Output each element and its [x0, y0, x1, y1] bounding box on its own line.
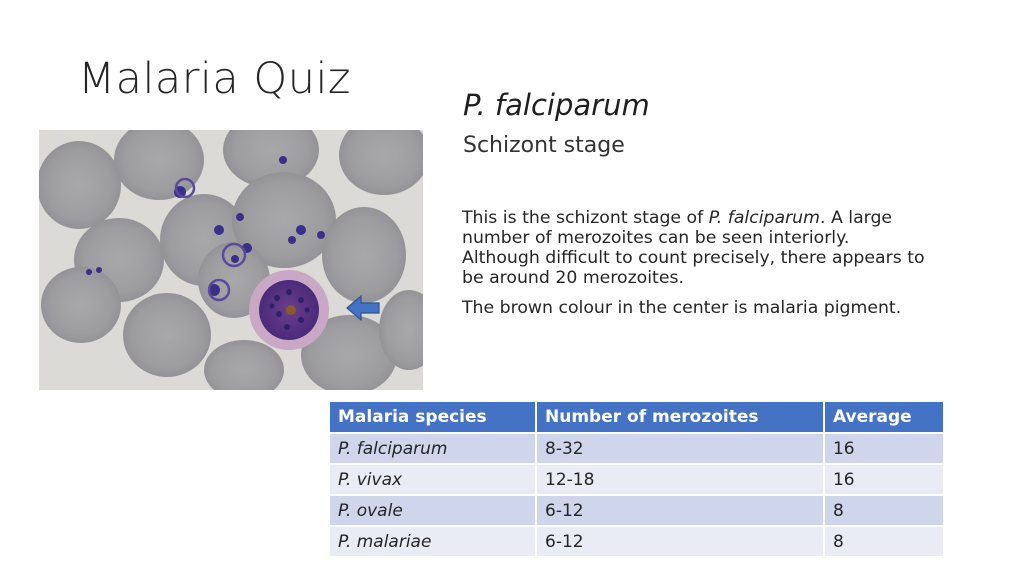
species-heading: P. falciparum: [463, 88, 650, 122]
cell-merozoites: 12-18: [536, 464, 824, 495]
stage-subheading: Schizont stage: [463, 133, 625, 158]
description-paragraph-2: The brown colour in the center is malaria pigment.: [462, 298, 902, 318]
description-paragraph-1: This is the schizont stage of P. falciparum. A large number of merozoites can be seen interiorly. Although difficult to count precisely, there appears to be around 20 merozoites.: [462, 208, 925, 288]
table-row: [330, 464, 943, 495]
slide-title: Malaria Quiz: [78, 54, 352, 104]
cell-average: 16: [824, 464, 943, 495]
table-row: [330, 495, 943, 526]
table-row: [330, 526, 943, 556]
header-average: Average: [824, 402, 943, 433]
cell-merozoites: 8-32: [536, 433, 824, 464]
cell-average: 8: [824, 526, 943, 556]
cell-merozoites: 6-12: [536, 526, 824, 556]
table-row: [330, 433, 943, 464]
description-text: [462, 208, 932, 328]
header-species: Malaria species: [330, 402, 536, 433]
cell-species: P. malariae: [330, 526, 536, 556]
cell-average: 8: [824, 495, 943, 526]
cell-species: P. vivax: [330, 464, 536, 495]
cell-merozoites: 6-12: [536, 495, 824, 526]
header-merozoites: Number of merozoites: [536, 402, 824, 433]
species-name-inline: P. falciparum: [708, 208, 820, 228]
cell-species: P. ovale: [330, 495, 536, 526]
micrograph-image: [39, 130, 423, 390]
cell-average: 16: [824, 433, 943, 464]
table-header-row: [330, 402, 943, 433]
cell-species: P. falciparum: [330, 433, 536, 464]
merozoite-table: [330, 402, 943, 556]
